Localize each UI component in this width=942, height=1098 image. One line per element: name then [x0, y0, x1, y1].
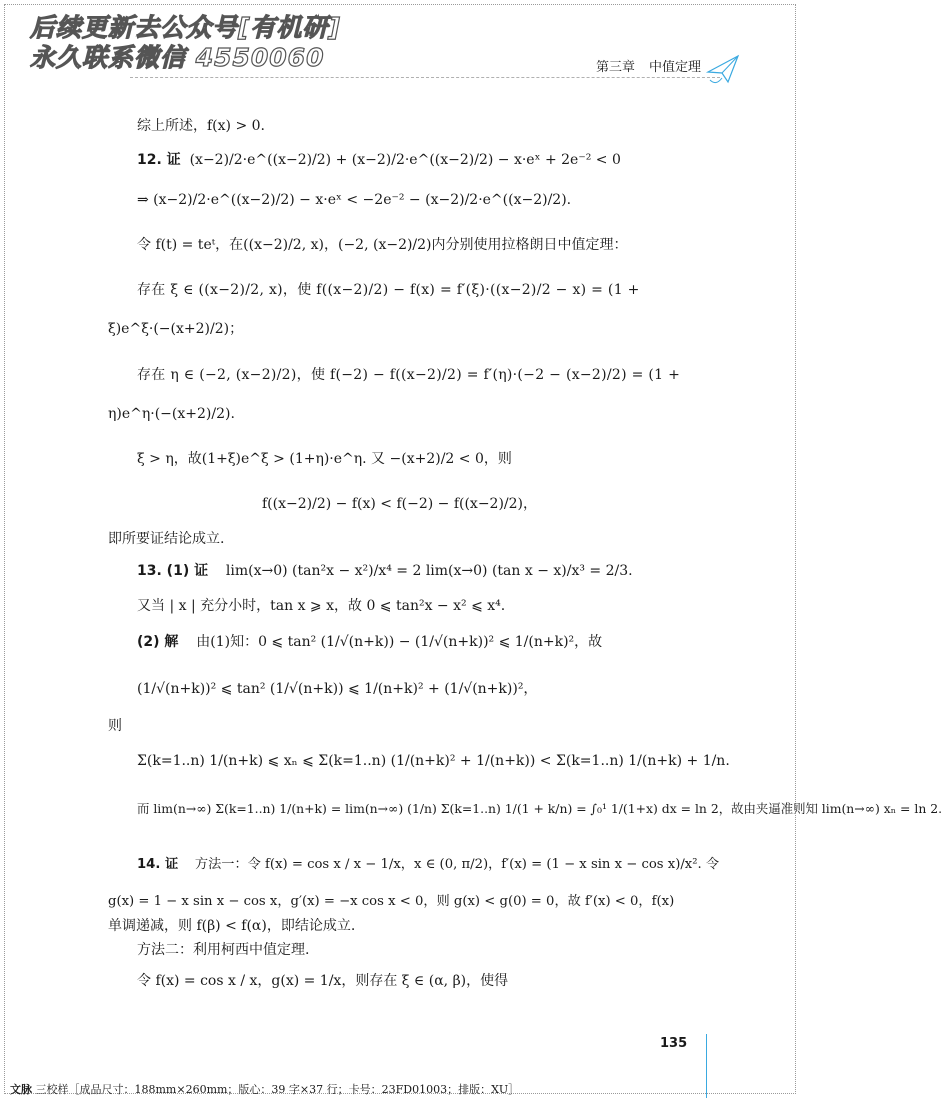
- problem-13-part-2-step: 由(1)知：0 ⩽ tan² (1/√(n+k)) − (1/√(n+k))² ⩽ 1/(n+k)²，故: [196, 634, 603, 650]
- problem-13-squeeze-bound: (1/√(n+k))² ⩽ tan² (1/√(n+k)) ⩽ 1/(n+k)² + (1/√(n+k))²，: [137, 681, 538, 697]
- problem-13-part-2: [137, 633, 602, 651]
- problem-12-final-inequality: f((x−2)/2) − f(x) < f(−2) − f((x−2)/2)，: [262, 496, 538, 512]
- line-conclusion-11: 综上所述，f(x) > 0.: [137, 118, 265, 134]
- problem-13-bound: 又当 | x | 充分小时，tan x ⩾ x，故 0 ⩽ tan²x − x² ⩽ x⁴.: [137, 598, 506, 614]
- problem-14-number: 14. 证: [137, 857, 179, 872]
- problem-12-step-1: ⇒ (x−2)/2·e^((x−2)/2) − x·eˣ < −2e⁻² − (x−2)/2·e^((x−2)/2).: [137, 192, 572, 208]
- problem-13-sum-bound: Σ(k=1..n) 1/(n+k) ⩽ xₙ ⩽ Σ(k=1..n) (1/(n+k)² + 1/(n+k)) < Σ(k=1..n) 1/(n+k) + 1/n.: [137, 753, 730, 769]
- problem-13-part-2-label: (2) 解: [137, 634, 179, 650]
- problem-12-step-3: 存在 ξ ∈ ((x−2)/2, x)，使 f((x−2)/2) − f(x) = f′(ξ)·((x−2)/2 − x) = (1 +: [137, 282, 640, 298]
- problem-13-limit: lim(x→0) (tan²x − x²)/x⁴ = 2 lim(x→0) (tan x − x)/x³ = 2/3.: [225, 563, 633, 579]
- problem-12-step-4-cont: η)e^η·(−(x+2)/2).: [108, 406, 235, 422]
- page-margin-bar: [706, 1034, 707, 1098]
- problem-12-step-3-cont: ξ)e^ξ·(−(x+2)/2)；: [108, 321, 244, 337]
- problem-14-method-2: 方法二：利用柯西中值定理.: [137, 942, 310, 958]
- chapter-number: 第三章: [596, 60, 636, 75]
- chapter-title: 中值定理: [649, 60, 702, 75]
- problem-13-part-1: [137, 562, 633, 580]
- footer-brand: 文脉: [10, 1083, 32, 1096]
- page-number: 135: [660, 1036, 688, 1051]
- problem-12-inequality: (x−2)/2·e^((x−2)/2) + (x−2)/2·e^((x−2)/2) − x·eˣ + 2e⁻² < 0: [189, 152, 621, 168]
- problem-12-conclusion: 即所要证结论成立.: [108, 531, 225, 547]
- problem-12-step-4: 存在 η ∈ (−2, (x−2)/2)，使 f(−2) − f((x−2)/2) = f′(η)·(−2 − (x−2)/2) = (1 +: [137, 367, 681, 383]
- problem-14-method-1: [137, 856, 719, 874]
- problem-13-number: 13. (1) 证: [137, 563, 209, 579]
- problem-14-derivative: g(x) = 1 − x sin x − cos x，g′(x) = −x cos x < 0，则 g(x) < g(0) = 0，故 f′(x) < 0，f(x): [108, 894, 675, 909]
- footer-info: 三校样［成品尺寸：188mm×260mm；版心：39 字×37 行；卡号：23FD01003；排版：XU］: [35, 1083, 520, 1096]
- problem-14-method-1-text: 方法一：令 f(x) = cos x / x − 1/x，x ∈ (0, π/2)，f′(x) = (1 − x sin x − cos x)/x². 令: [194, 857, 720, 872]
- problem-12-number: 12. 证: [137, 152, 181, 168]
- paper-plane-icon: [706, 52, 740, 86]
- footer: [10, 1081, 519, 1097]
- watermark-line-2: 永久联系微信 4550060: [30, 43, 325, 72]
- chapter-header: [596, 56, 701, 75]
- problem-14-monotonic: 单调递减，则 f(β) < f(α)，即结论成立.: [108, 918, 356, 934]
- problem-12-step-2: 令 f(t) = teᵗ，在((x−2)/2, x)，(−2, (x−2)/2)内分别使用拉格朗日中值定理：: [137, 237, 628, 253]
- watermark-line-1: 后续更新去公众号[有机研]: [30, 13, 341, 42]
- header-divider: [130, 77, 720, 78]
- problem-14-cauchy: 令 f(x) = cos x / x，g(x) = 1/x，则存在 ξ ∈ (α, β)，使得: [137, 973, 509, 989]
- problem-12-step-5: ξ > η，故(1+ξ)e^ξ > (1+η)·e^η. 又 −(x+2)/2 < 0，则: [137, 451, 512, 467]
- problem-13-then: 则: [108, 718, 122, 734]
- problem-12-line: [137, 151, 621, 169]
- problem-13-limit-result: 而 lim(n→∞) Σ(k=1..n) 1/(n+k) = lim(n→∞) (1/n) Σ(k=1..n) 1/(1 + k/n) = ∫₀¹ 1/(1+x) dx = ln 2，故由夹逼准则知 lim(n→∞) xₙ = ln 2.: [137, 801, 942, 816]
